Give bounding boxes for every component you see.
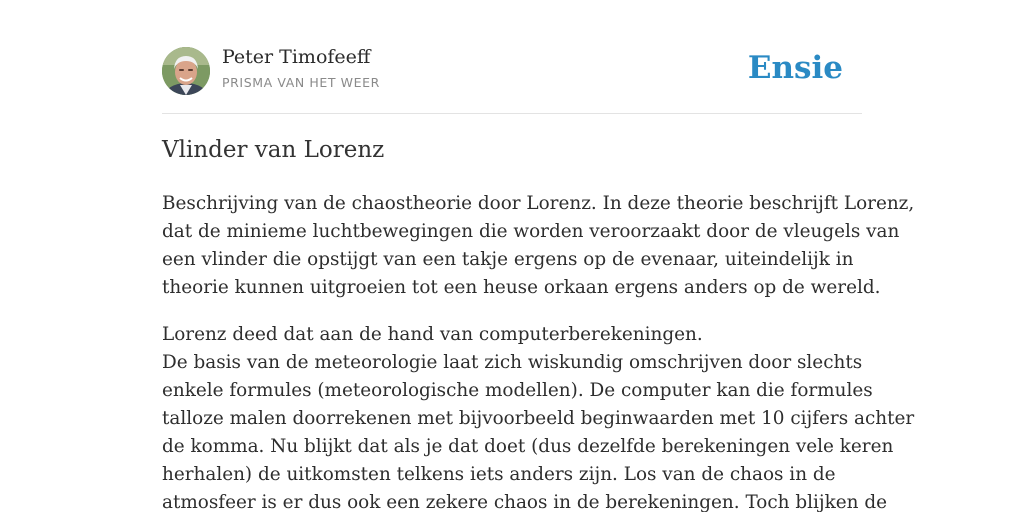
author-avatar[interactable] xyxy=(162,47,210,95)
avatar-portrait-icon xyxy=(162,47,210,95)
text-line: theorie kunnen uitgroeien tot een heuse orkaan ergens anders op de wereld. xyxy=(162,277,881,298)
ensie-logo[interactable]: Ensie xyxy=(747,50,843,86)
text-line: herhalen) de uitkomsten telkens iets anders zijn. Los van de chaos in de xyxy=(162,464,836,485)
text-line: Lorenz deed dat aan de hand van computerberekeningen. xyxy=(162,324,703,345)
header-divider xyxy=(162,113,862,114)
paragraph-2 xyxy=(162,321,915,512)
text-line: dat de minieme luchtbewegingen die worden veroorzaakt door de vleugels van xyxy=(162,221,900,242)
text-line: talloze malen doorrekenen met bijvoorbeeld beginwaarden met 10 cijfers achter xyxy=(162,408,915,429)
text-line: Beschrijving van de chaostheorie door Lorenz. In deze theorie beschrijft Lorenz, xyxy=(162,193,915,214)
paragraph-1 xyxy=(162,190,915,302)
author-subtitle: PRISMA VAN HET WEER xyxy=(222,75,380,90)
text-line: de komma. Nu blijkt dat als je dat doet (dus dezelfde berekeningen vele keren xyxy=(162,436,894,457)
article-title: Vlinder van Lorenz xyxy=(162,137,385,163)
author-header xyxy=(162,46,862,96)
text-line: een vlinder die opstijgt van een takje ergens op de evenaar, uiteindelijk in xyxy=(162,249,854,270)
text-line: De basis van de meteorologie laat zich wiskundig omschrijven door slechts xyxy=(162,352,863,373)
article-body xyxy=(162,190,915,512)
author-name[interactable]: Peter Timofeeff xyxy=(222,46,371,68)
text-line: enkele formules (meteorologische modellen). De computer kan die formules xyxy=(162,380,873,401)
text-line: atmosfeer is er dus ook een zekere chaos in de berekeningen. Toch blijken de xyxy=(162,492,887,512)
